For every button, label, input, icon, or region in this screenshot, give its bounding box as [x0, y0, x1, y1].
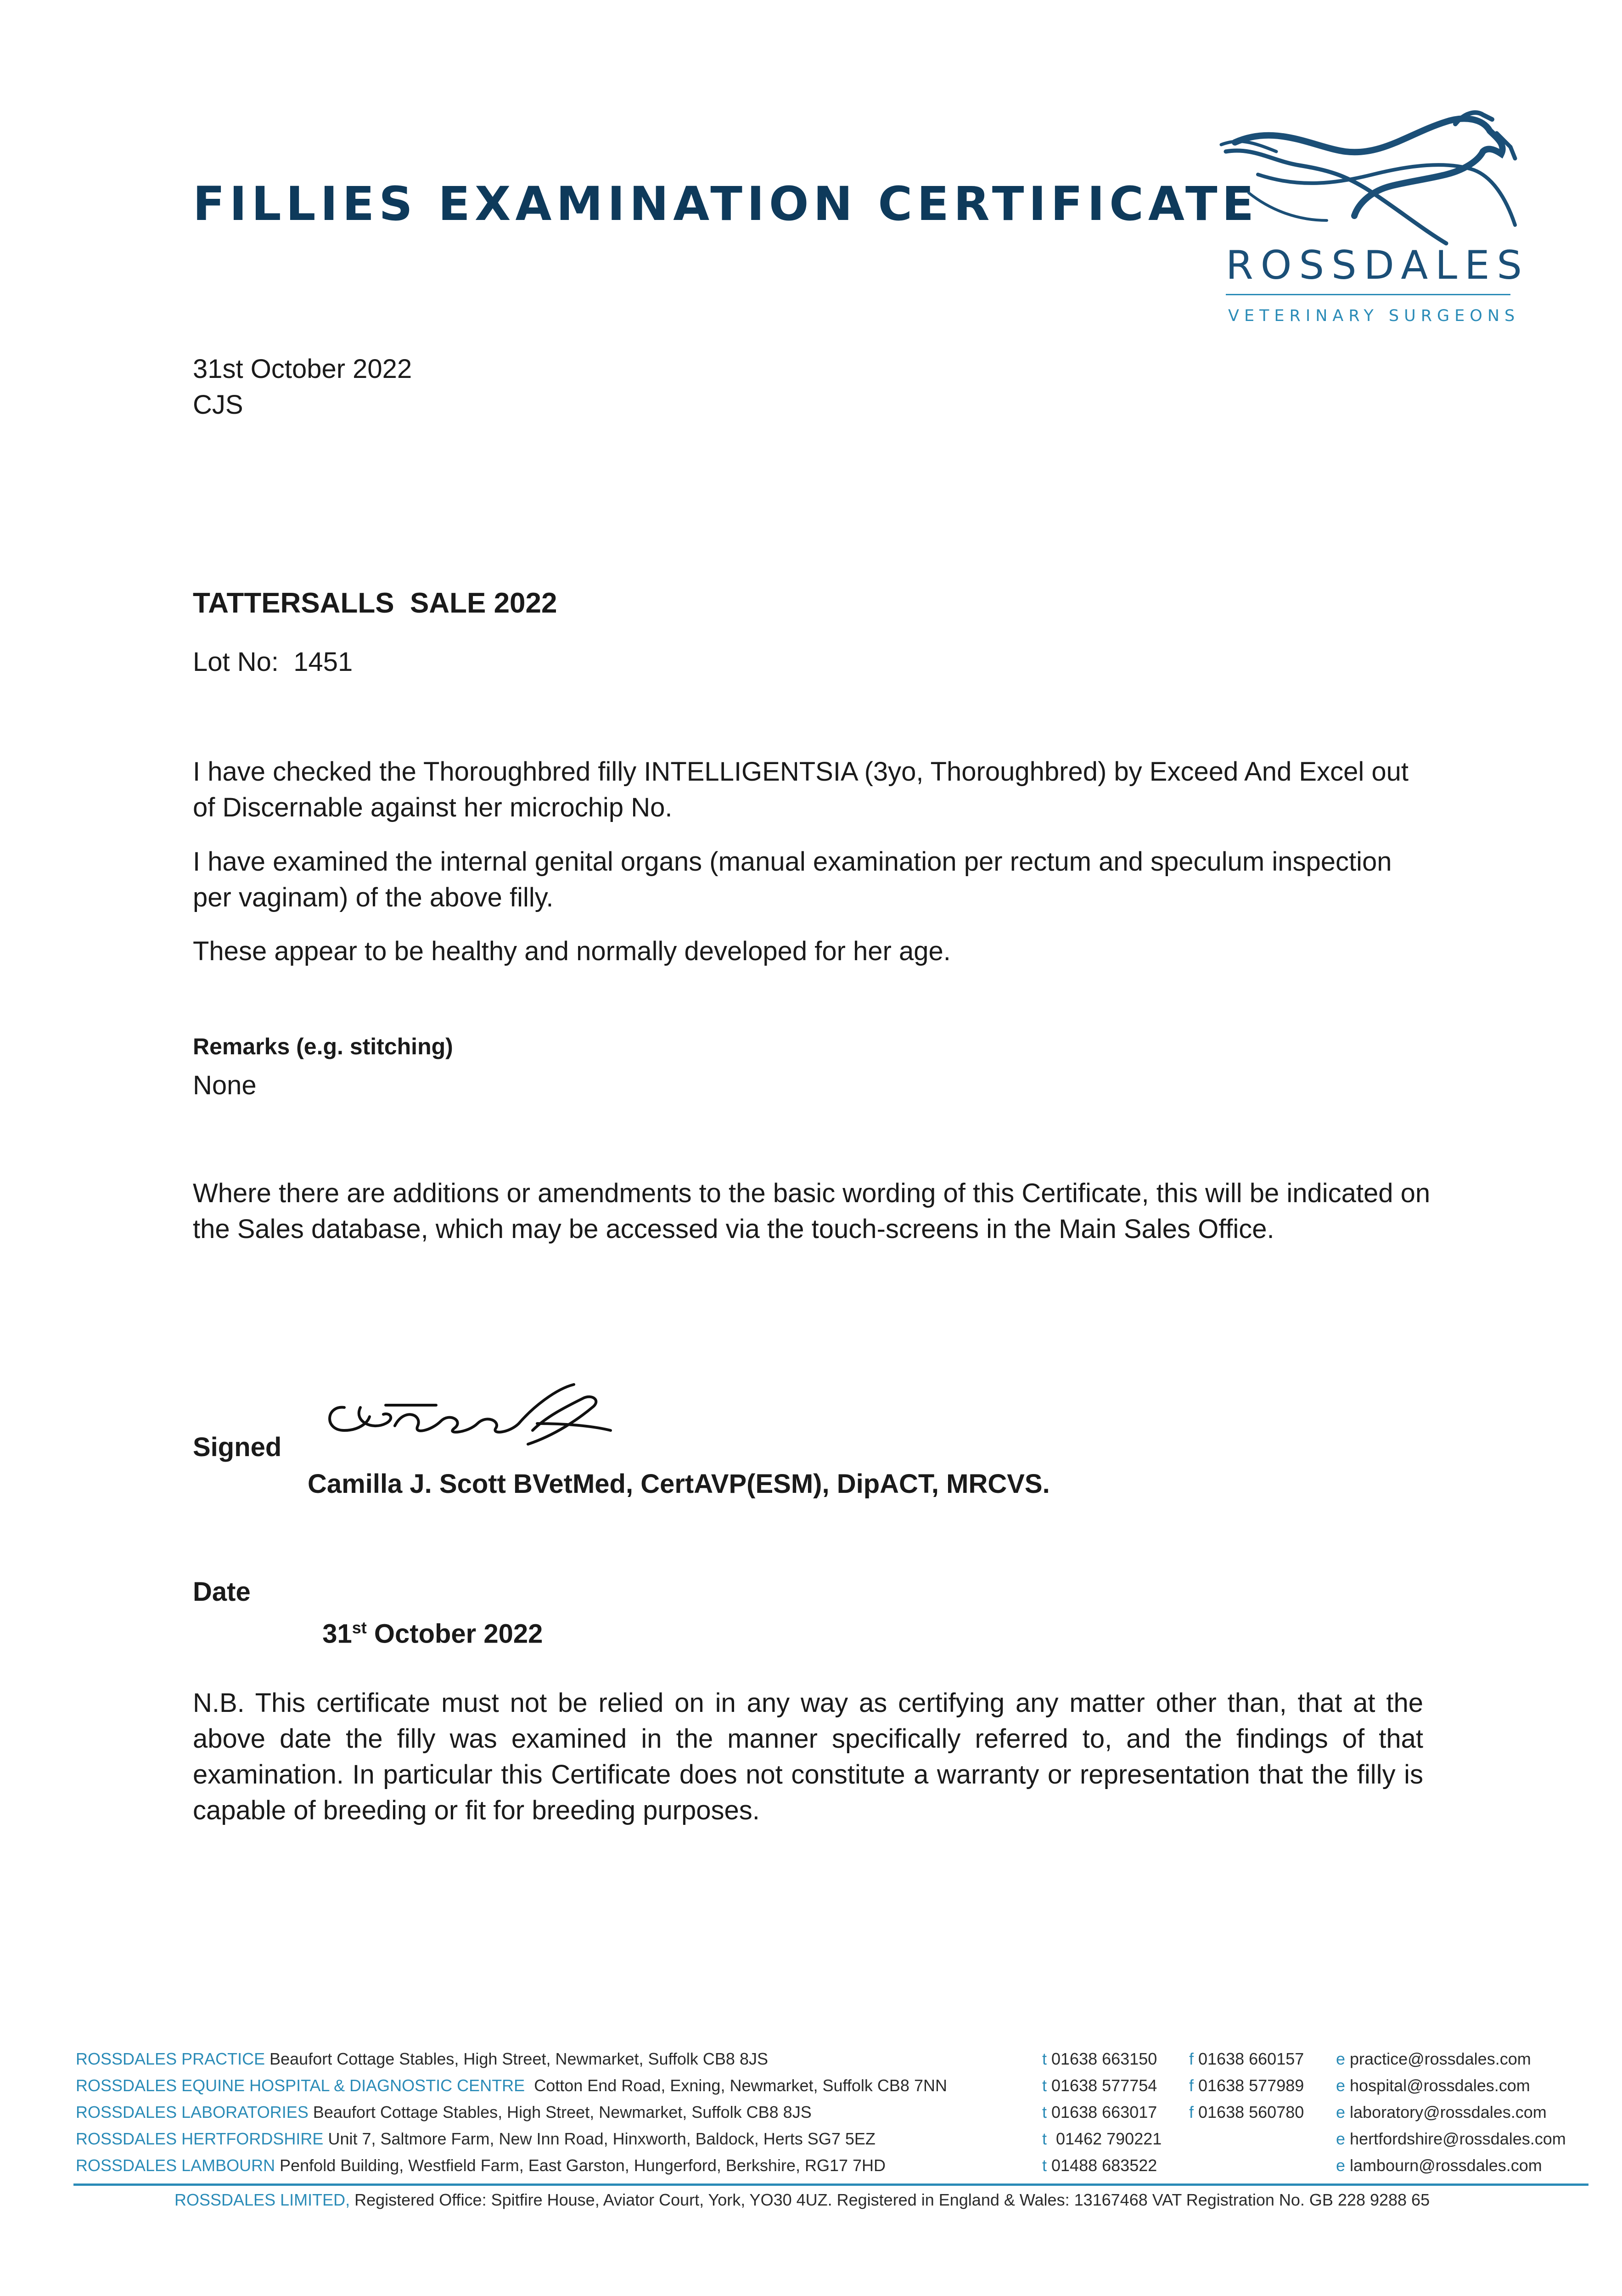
logo-subtitle: VETERINARY SURGEONS	[1228, 307, 1520, 325]
footer-fax-number: 01638 577989	[1198, 2076, 1304, 2095]
certificate-title: FILLIES EXAMINATION CERTIFICATE	[193, 177, 1259, 231]
footer-row	[76, 2046, 1591, 2072]
company-name: ROSSDALES LIMITED,	[174, 2190, 350, 2209]
footer-fax-number: 01638 660157	[1198, 2049, 1304, 2068]
footer-fax-prefix: f	[1189, 2103, 1199, 2122]
footer-phone-number: 01638 663017	[1051, 2103, 1157, 2122]
footer-location	[76, 2129, 876, 2148]
examination-paragraph: I have examined the internal genital organs (manual examination per rectum and speculum inspection per vaginam) of the above filly.	[193, 847, 1392, 912]
footer-row	[76, 2099, 1591, 2126]
footer-location	[76, 2156, 886, 2175]
footer-phone	[1042, 2099, 1157, 2126]
logo-wordmark: ROSSDALES	[1226, 242, 1530, 288]
footer-email[interactable]	[1336, 2152, 1542, 2179]
footer-email-address: hospital@rossdales.com	[1350, 2076, 1530, 2095]
footer-row	[76, 2072, 1591, 2099]
footer-location	[76, 2049, 768, 2068]
footer-location	[76, 2076, 947, 2095]
exam-date	[308, 1574, 543, 1652]
footer-fax-prefix: f	[1189, 2049, 1199, 2068]
footer-location	[76, 2103, 812, 2122]
sale-heading: TATTERSALLS SALE 2022	[193, 587, 557, 619]
footer-phone-prefix: t	[1042, 2049, 1052, 2068]
signatory-name: Camilla J. Scott BVetMed, CertAVP(ESM), DipACT, MRCVS.	[308, 1469, 1050, 1499]
footer-phone-number: 01638 663150	[1051, 2049, 1157, 2068]
footer-location-address: Penfold Building, Westfield Farm, East Garston, Hungerford, Berkshire, RG17 7HD	[275, 2156, 886, 2175]
footer-fax-prefix: f	[1189, 2076, 1199, 2095]
exam-date-day: 31	[322, 1619, 352, 1649]
footer-email-prefix: e	[1336, 2129, 1350, 2148]
horse-logo-icon	[1207, 106, 1529, 257]
remarks-value: None	[193, 1070, 257, 1100]
identity-paragraph: I have checked the Thoroughbred filly INTELLIGENTSIA (3yo, Thoroughbred) by Exceed And Excel out of Discernable against her microchip No.	[193, 757, 1409, 822]
footer-phone	[1042, 2126, 1162, 2152]
footer-email[interactable]	[1336, 2126, 1566, 2152]
footer-location-address: Unit 7, Saltmore Farm, New Inn Road, Hinxworth, Baldock, Herts SG7 5EZ	[323, 2129, 876, 2148]
footer-phone	[1042, 2152, 1157, 2179]
exam-date-rest: October 2022	[366, 1619, 543, 1649]
signature-image	[317, 1380, 629, 1458]
lot-number: Lot No: 1451	[193, 647, 353, 677]
footer-contacts	[76, 2046, 1591, 2179]
footer-email-prefix: e	[1336, 2049, 1350, 2068]
footer-email-prefix: e	[1336, 2103, 1350, 2122]
logo-divider	[1226, 294, 1510, 295]
author-initials: CJS	[193, 390, 243, 420]
signed-label: Signed	[193, 1432, 282, 1462]
rossdales-logo	[1207, 106, 1529, 335]
footer-email-prefix: e	[1336, 2076, 1350, 2095]
remarks-label: Remarks (e.g. stitching)	[193, 1034, 453, 1059]
handwritten-signature-icon	[317, 1380, 629, 1458]
footer-fax	[1189, 2046, 1304, 2072]
footer-location-name: ROSSDALES EQUINE HOSPITAL & DIAGNOSTIC CENTRE	[76, 2076, 525, 2095]
footer-location-address: Beaufort Cottage Stables, High Street, Newmarket, Suffolk CB8 8JS	[265, 2049, 768, 2068]
footer-phone-prefix: t	[1042, 2076, 1052, 2095]
footer-row	[76, 2152, 1591, 2179]
amendments-paragraph: Where there are additions or amendments to the basic wording of this Certificate, this will be indicated on the Sales database, which may be accessed via the touch-screens in the Main Sales Office.	[193, 1178, 1431, 1244]
footer-phone	[1042, 2046, 1157, 2072]
footer-location-address: Cotton End Road, Exning, Newmarket, Suffolk CB8 7NN	[525, 2076, 947, 2095]
footer-email-address: hertfordshire@rossdales.com	[1350, 2129, 1566, 2148]
footer-email-address: laboratory@rossdales.com	[1350, 2103, 1547, 2122]
footer-rows	[76, 2046, 1591, 2179]
footer-fax	[1189, 2099, 1304, 2126]
company-registration	[174, 2187, 1430, 2213]
footer-phone-number: 01488 683522	[1051, 2156, 1157, 2175]
footer-location-name: ROSSDALES HERTFORDSHIRE	[76, 2129, 324, 2148]
footer-email[interactable]	[1336, 2046, 1531, 2072]
footer-email-prefix: e	[1336, 2156, 1350, 2175]
letter-date: 31st October 2022	[193, 354, 412, 384]
footer-phone	[1042, 2072, 1157, 2099]
footer-phone-number: 01638 577754	[1051, 2076, 1157, 2095]
footer-fax	[1189, 2072, 1304, 2099]
footer-phone-number: 01462 790221	[1051, 2129, 1162, 2148]
footer-location-address: Beaufort Cottage Stables, High Street, Newmarket, Suffolk CB8 8JS	[308, 2103, 812, 2122]
footer-phone-prefix: t	[1042, 2103, 1052, 2122]
footer-phone-prefix: t	[1042, 2129, 1052, 2148]
footer-fax-number: 01638 560780	[1198, 2103, 1304, 2122]
footer-rule	[73, 2183, 1588, 2186]
footer-phone-prefix: t	[1042, 2156, 1052, 2175]
footer-location-name: ROSSDALES PRACTICE	[76, 2049, 265, 2068]
footer-email[interactable]	[1336, 2099, 1547, 2126]
footer-email[interactable]	[1336, 2072, 1530, 2099]
exam-date-suffix: st	[352, 1618, 367, 1637]
company-details: Registered Office: Spitfire House, Aviator Court, York, YO30 4UZ. Registered in England & Wales: 13167468 VAT Registration No. GB 228 9288 65	[350, 2190, 1430, 2209]
footer-row	[76, 2126, 1591, 2152]
date-label: Date	[193, 1577, 251, 1607]
footer-email-address: lambourn@rossdales.com	[1350, 2156, 1542, 2175]
findings-paragraph: These appear to be healthy and normally developed for her age.	[193, 936, 951, 966]
disclaimer-paragraph: N.B. This certificate must not be relied on in any way as certifying any matter other than, that at the above date the filly was examined in the manner specifically referred to, and the findings of that examination. In particular this Certificate does not constitute a warranty or representation that the filly is capable of breeding or fit for breeding purposes.	[193, 1688, 1423, 1825]
footer-email-address: practice@rossdales.com	[1350, 2049, 1531, 2068]
footer-location-name: ROSSDALES LAMBOURN	[76, 2156, 275, 2175]
footer-location-name: ROSSDALES LABORATORIES	[76, 2103, 309, 2122]
